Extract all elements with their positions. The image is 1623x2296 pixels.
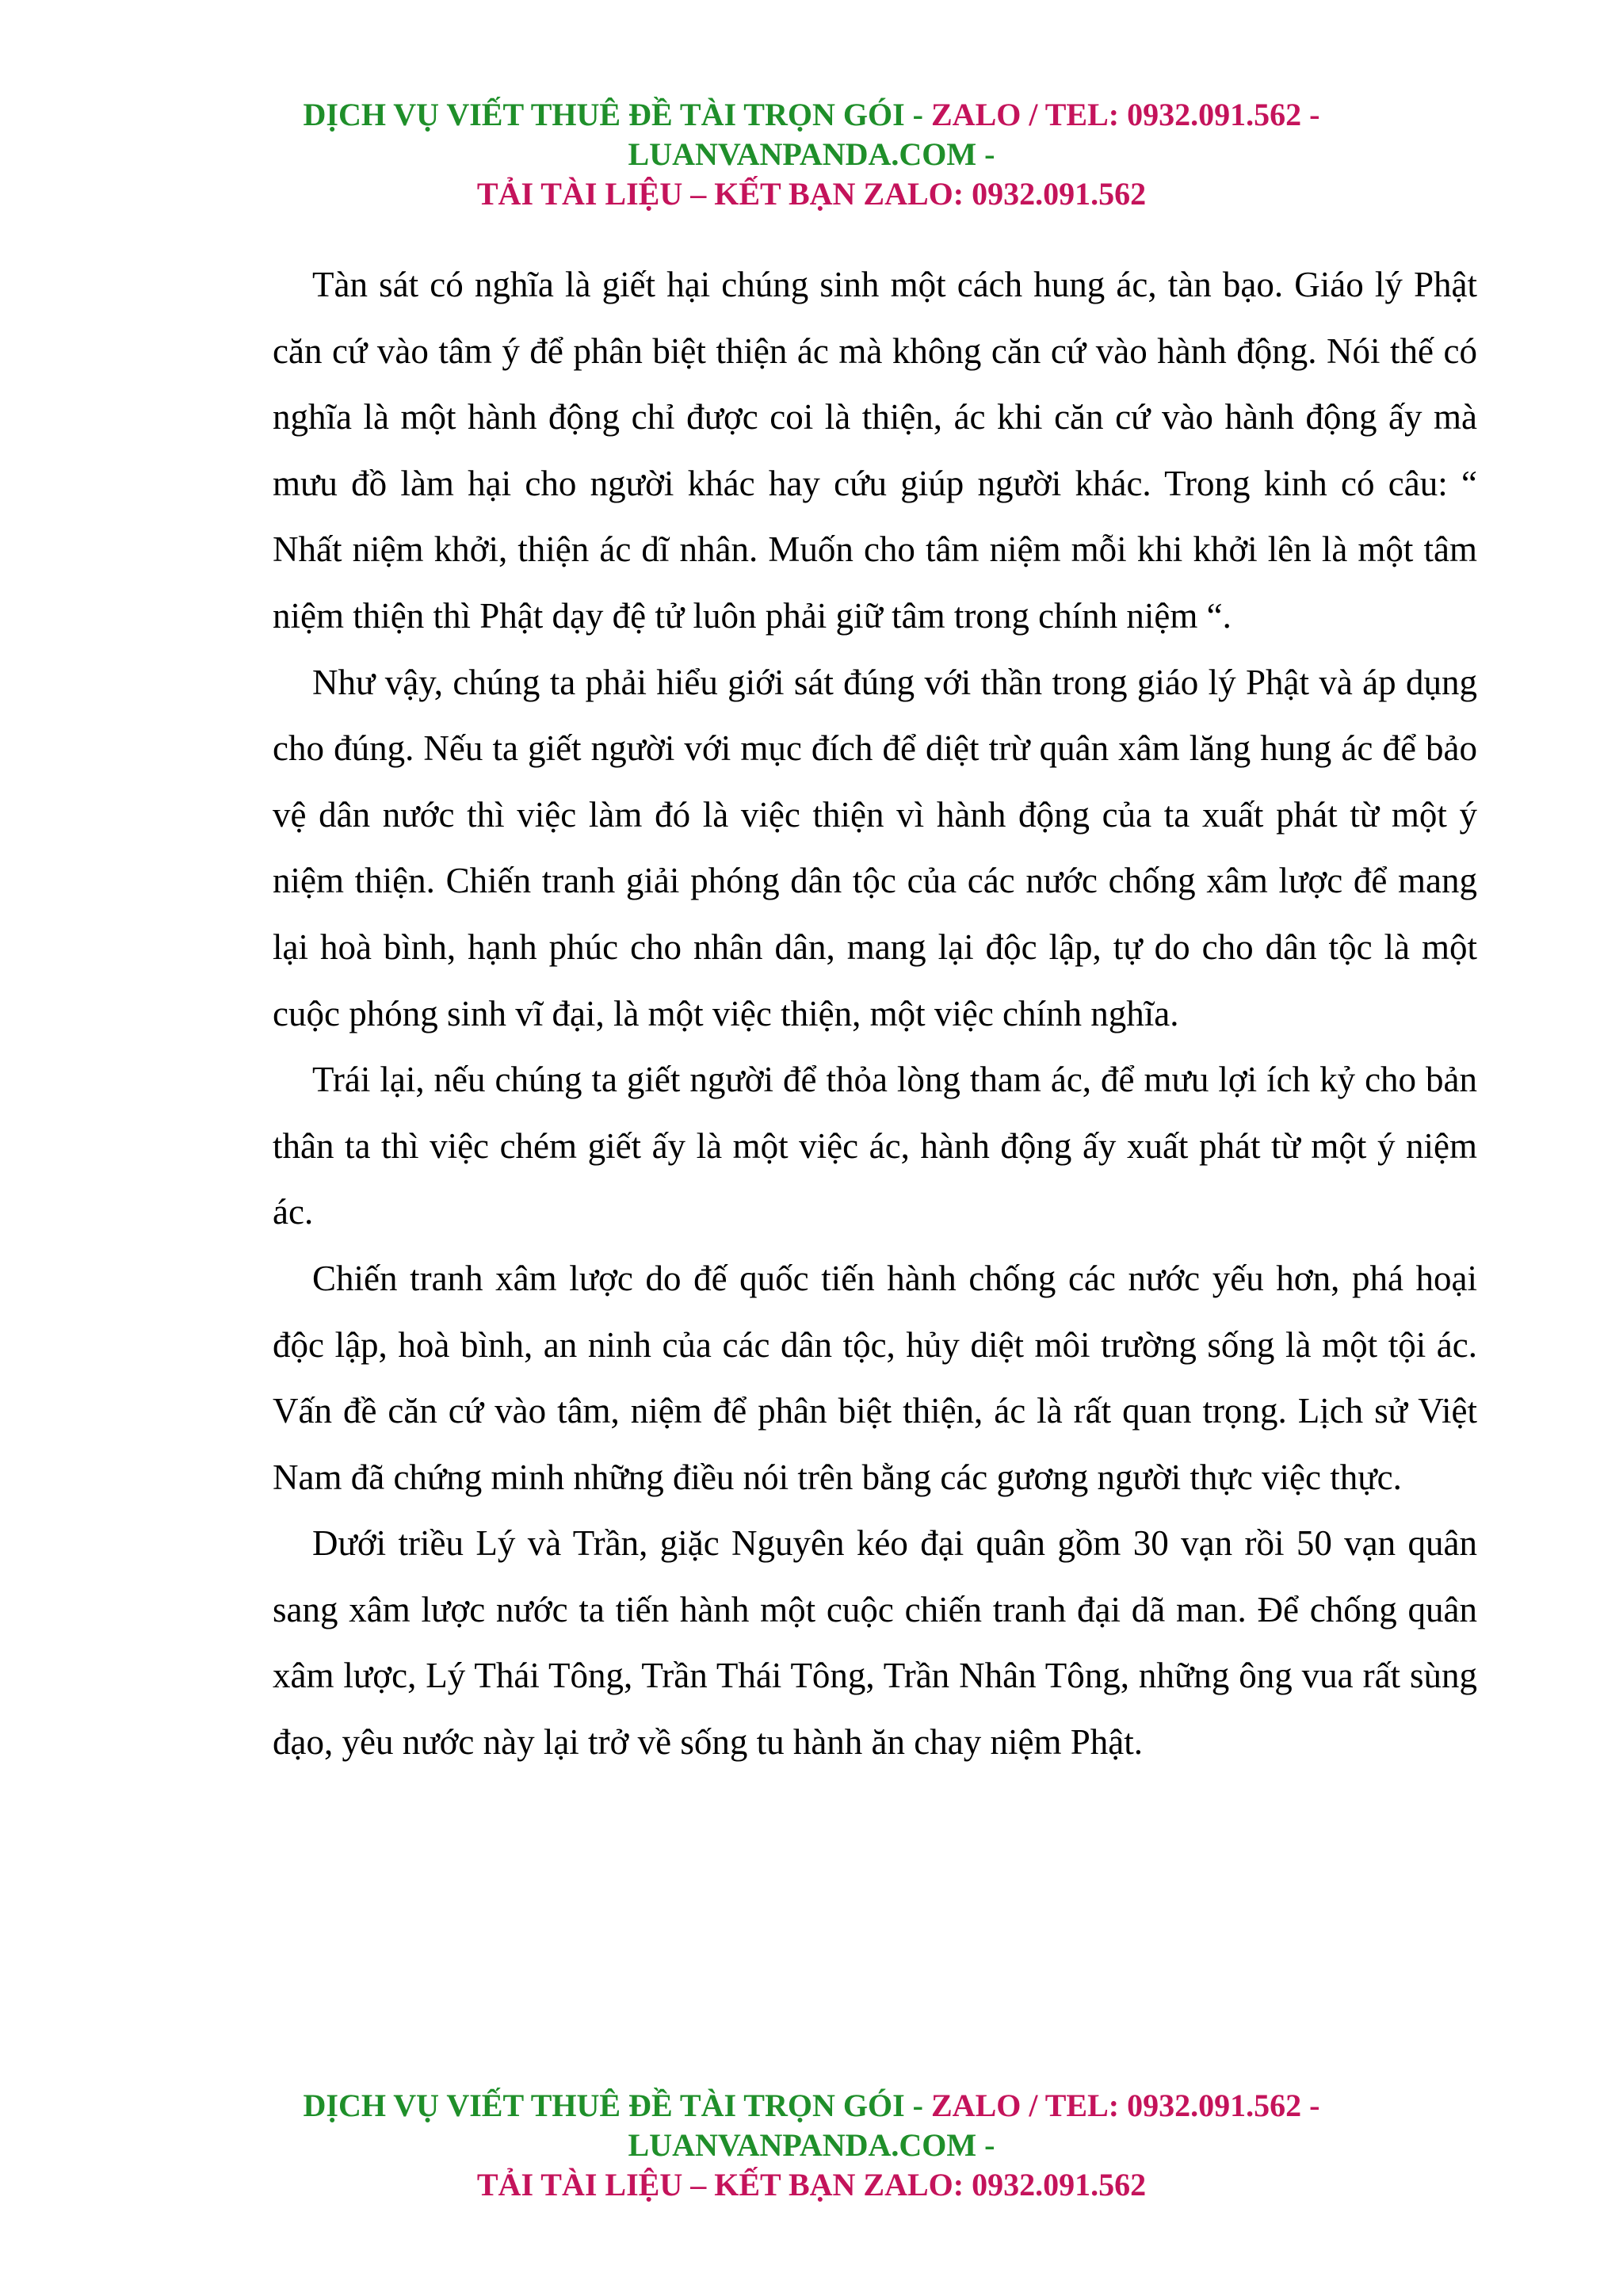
banner-contact-text: ZALO / TEL: 0932.091.562 - (931, 97, 1320, 132)
paragraph: Trái lại, nếu chúng ta giết người để thỏa lòng tham ác, để mưu lợi ích kỷ cho bản thân ta thì việc chém giết ấy là một việc ác, hành động ấy xuất phát từ một ý niệm ác. (273, 1060, 1477, 1232)
document-body (273, 252, 1477, 1776)
banner-separator: - (904, 97, 931, 132)
banner-service-text: DỊCH VỤ VIẾT THUÊ ĐỀ TÀI TRỌN GÓI (303, 97, 905, 132)
banner-download-text: TẢI TÀI LIỆU – KẾT BẠN ZALO: 0932.091.562 (476, 2167, 1147, 2202)
banner-download-text: TẢI TÀI LIỆU – KẾT BẠN ZALO: 0932.091.562 (476, 176, 1147, 212)
banner-website: LUANVANPANDA.COM - (628, 136, 995, 172)
paragraph: Tàn sát có nghĩa là giết hại chúng sinh một cách hung ác, tàn bạo. Giáo lý Phật căn cứ vào tâm ý để phân biệt thiện ác mà không căn cứ vào hành động. Nói thế có nghĩa là một hành động chỉ được coi là thiện, ác khi căn cứ vào hành động ấy mà mưu đồ làm hại cho người khác hay cứu giúp người khác. Trong kinh có câu: “ Nhất niệm khởi, thiện ác dĩ nhân. Muốn cho tâm niệm mỗi khi khởi lên là một tâm niệm thiện thì Phật dạy đệ tử luôn phải giữ tâm trong chính niệm “. (273, 265, 1477, 636)
banner-line-1 (0, 2086, 1623, 2126)
banner-line-1 (0, 95, 1623, 135)
banner-contact-text: ZALO / TEL: 0932.091.562 - (931, 2088, 1320, 2123)
paragraph: Chiến tranh xâm lược do đế quốc tiến hành chống các nước yếu hơn, phá hoại độc lập, hoà bình, an ninh của các dân tộc, hủy diệt môi trường sống là một tội ác. Vấn đề căn cứ vào tâm, niệm để phân biệt thiện, ác là rất quan trọng. Lịch sử Việt Nam đã chứng minh những điều nói trên bằng các gương người thực việc thực. (273, 1258, 1477, 1497)
paragraph: Như vậy, chúng ta phải hiểu giới sát đúng với thần trong giáo lý Phật và áp dụng cho đúng. Nếu ta giết người với mục đích để diệt trừ quân xâm lăng hung ác để bảo vệ dân nước thì việc làm đó là việc thiện vì hành động của ta xuất phát từ một ý niệm thiện. Chiến tranh giải phóng dân tộc của các nước chống xâm lược để mang lại hoà bình, hạnh phúc cho nhân dân, mang lại độc lập, tự do cho dân tộc là một cuộc phóng sinh vĩ đại, là một việc thiện, một việc chính nghĩa. (273, 662, 1477, 1033)
banner-website: LUANVANPANDA.COM - (628, 2127, 995, 2163)
paragraph: Dưới triều Lý và Trần, giặc Nguyên kéo đại quân gồm 30 vạn rồi 50 vạn quân sang xâm lược nước ta tiến hành một cuộc chiến tranh đại dã man. Để chống quân xâm lược, Lý Thái Tông, Trần Thái Tông, Trần Nhân Tông, những ông vua rất sùng đạo, yêu nước này lại trở về sống tu hành ăn chay niệm Phật. (273, 1523, 1477, 1763)
footer-banner (0, 2086, 1623, 2205)
banner-service-text: DỊCH VỤ VIẾT THUÊ ĐỀ TÀI TRỌN GÓI (303, 2088, 905, 2123)
banner-separator: - (904, 2088, 931, 2123)
header-banner (0, 95, 1623, 214)
